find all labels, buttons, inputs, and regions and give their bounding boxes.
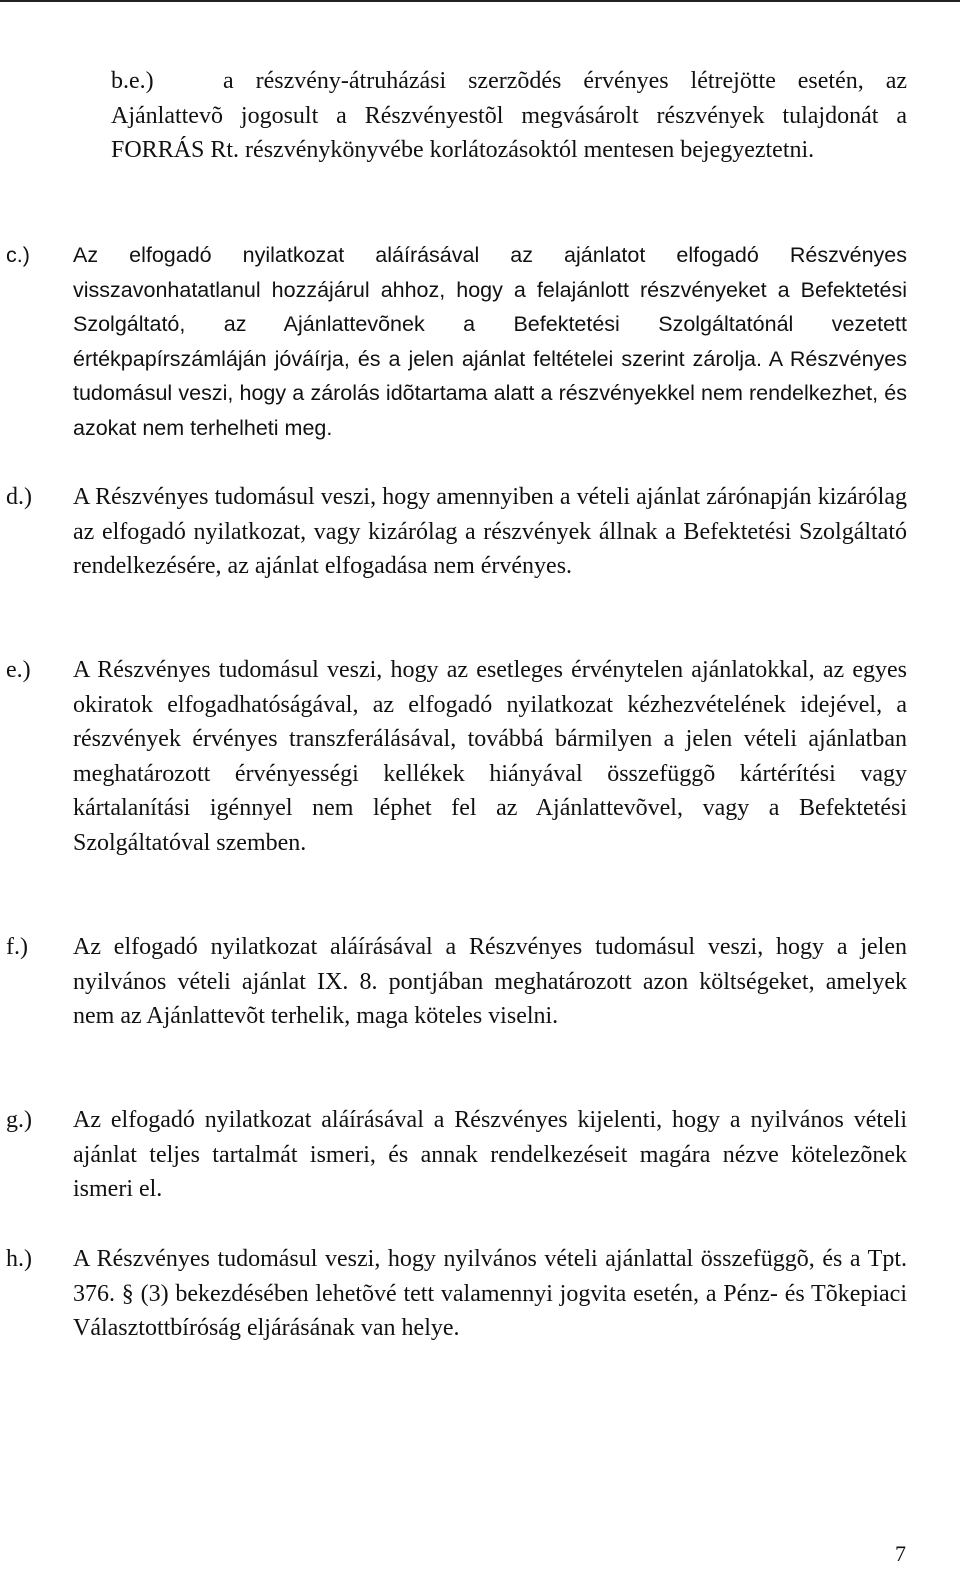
- top-border-line: [0, 0, 960, 2]
- item-marker-b-e: b.e.): [111, 68, 154, 94]
- item-marker-d: d.): [6, 484, 32, 510]
- item-marker-e: e.): [6, 657, 31, 683]
- item-marker-g: g.): [6, 1107, 32, 1133]
- paragraph-b-e: a részvény-átruházási szerzõdés érvényes létrejötte esetén, az Ajánlattevõ jogosult a Részvényestõl megvásárolt részvények tulajdonát a FORRÁS Rt. részvénykönyvébe korlátozásoktól mentesen bejegyeztetni.: [111, 68, 907, 163]
- page-number: 7: [895, 1541, 906, 1566]
- paragraph-g: Az elfogadó nyilatkozat aláírásával a Részvényes kijelenti, hogy a nyilvános vételi ajánlat teljes tartalmát ismeri, és annak rendelkezéseit magára nézve kötelezõnek ismeri el.: [73, 1107, 907, 1202]
- paragraph-e: A Részvényes tudomásul veszi, hogy az esetleges érvénytelen ajánlatokkal, az egyes okiratok elfogadhatóságával, az elfogadó nyilatkozat kézhezvételének idejével, a részvények érvényes transzferálásával, továbbá bármilyen a jelen vételi ajánlatban meghatározott érvényességi kellékek hiányával összefüggõ kártérítési vagy kártalanítási igénnyel nem léphet fel az Ajánlattevõvel, vagy a Befektetési Szolgáltatóval szemben.: [73, 657, 907, 856]
- item-marker-f: f.): [6, 934, 28, 960]
- paragraph-h: A Részvényes tudomásul veszi, hogy nyilvános vételi ajánlattal összefüggõ, és a Tpt. 376. § (3) bekezdésében lehetõvé tett valamennyi jogvita esetén, a Pénz- és Tõkepiaci Választottbíróság eljárásának van helye.: [73, 1246, 907, 1341]
- item-marker-c: c.): [6, 243, 30, 267]
- paragraph-d: A Részvényes tudomásul veszi, hogy amennyiben a vételi ajánlat zárónapján kizárólag az elfogadó nyilatkozat, vagy kizárólag a részvények állnak a Befektetési Szolgáltató rendelkezésére, az ajánlat elfogadása nem érvényes.: [73, 484, 907, 579]
- paragraph-f: Az elfogadó nyilatkozat aláírásával a Részvényes tudomásul veszi, hogy a jelen nyilvános vételi ajánlat IX. 8. pontjában meghatározott azon költségeket, amelyek nem az Ajánlattevõt terhelik, maga köteles viselni.: [73, 934, 907, 1029]
- paragraph-c: Az elfogadó nyilatkozat aláírásával az ajánlatot elfogadó Részvényes visszavonhatatlanul hozzájárul ahhoz, hogy a felajánlott részvényeket a Befektetési Szolgáltató, az Ajánlattevõnek a Befektetési Szolgáltatónál vezetett értékpapírszámláján jóváírja, és a jelen ajánlat feltételei szerint zárolja. A Részvényes tudomásul veszi, hogy a zárolás idõtartama alatt a részvényekkel nem rendelkezhet, és azokat nem terhelheti meg.: [73, 243, 907, 440]
- item-marker-h: h.): [6, 1246, 32, 1272]
